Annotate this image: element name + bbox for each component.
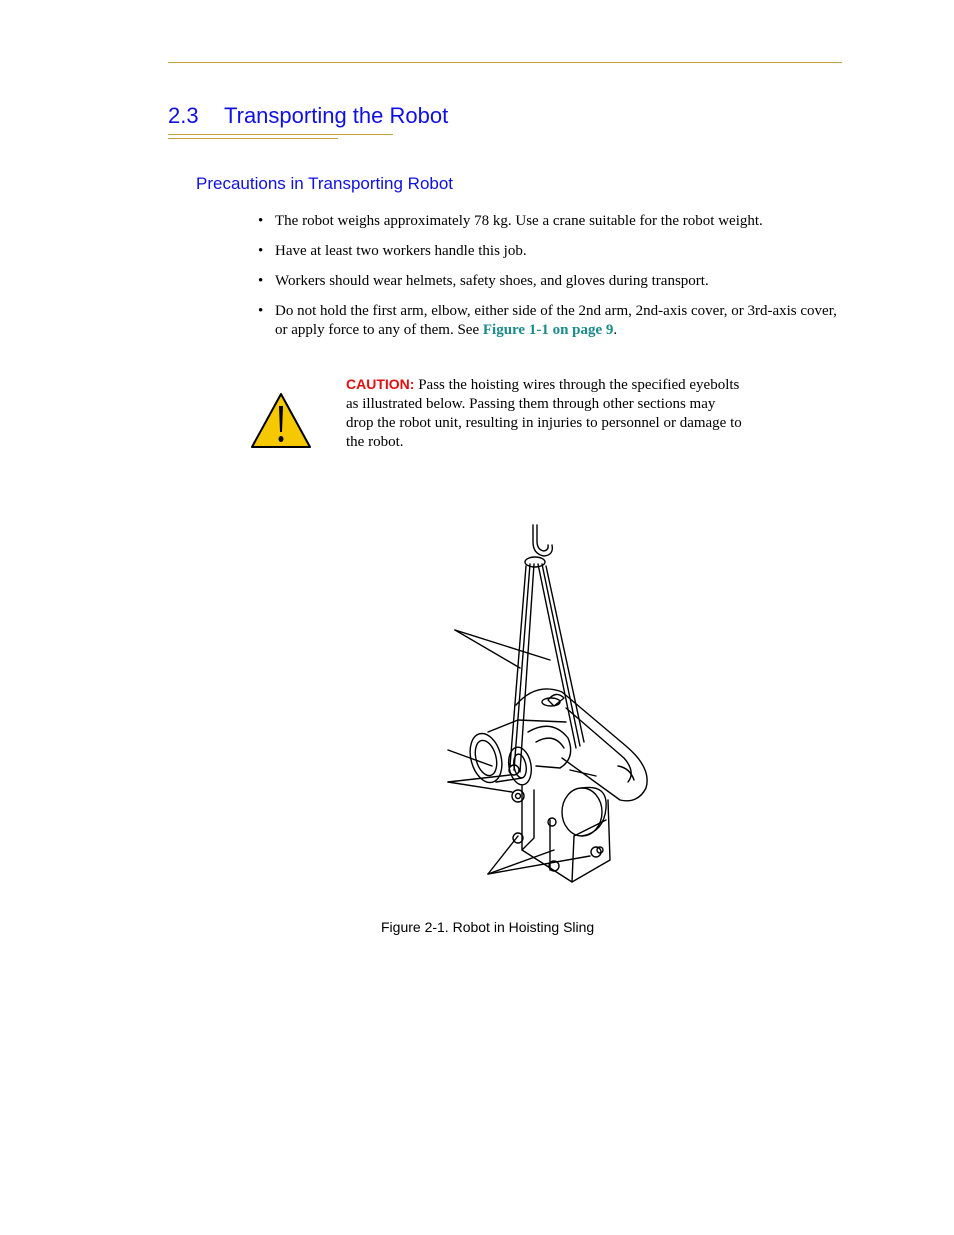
subsection-heading: Precautions in Transporting Robot — [196, 174, 454, 193]
figure-reference-link[interactable]: Figure 1-1 on page 9 — [482, 322, 614, 338]
section-heading — [168, 103, 448, 129]
section-number: 2.3 — [168, 103, 199, 128]
caution-body: Pass the hoisting wires through the specified eyebolts as illustrated below. Passing them through other sections may drop the robot unit, resulting in injuries to personnel or damage to the robot. — [346, 377, 742, 450]
section-underline-short — [168, 138, 338, 139]
warning-triangle-icon — [250, 392, 312, 449]
figure-caption: Figure 2-1. Robot in Hoisting Sling — [381, 919, 595, 935]
header-rule — [168, 62, 842, 63]
section-underline — [168, 134, 393, 135]
section-title: Transporting the Robot — [224, 103, 449, 128]
caution-label: CAUTION: — [346, 376, 415, 392]
list-item: • Have at least two workers handle this job. — [258, 243, 527, 259]
list-item: • The robot weighs approximately 78 kg. Use a crane suitable for the robot weight. — [258, 213, 763, 229]
list-item: • Workers should wear helmets, safety shoes, and gloves during transport. — [258, 273, 709, 289]
robot-hoisting-sling-illustration — [440, 520, 670, 890]
caution-note — [346, 375, 746, 452]
precautions-list — [258, 212, 848, 351]
list-item: • Do not hold the first arm, elbow, either side of the 2nd arm, 2nd-axis cover, or 3rd-axis cover, or apply force to any of them. See Figure 1-1 on page 9. — [258, 303, 837, 338]
